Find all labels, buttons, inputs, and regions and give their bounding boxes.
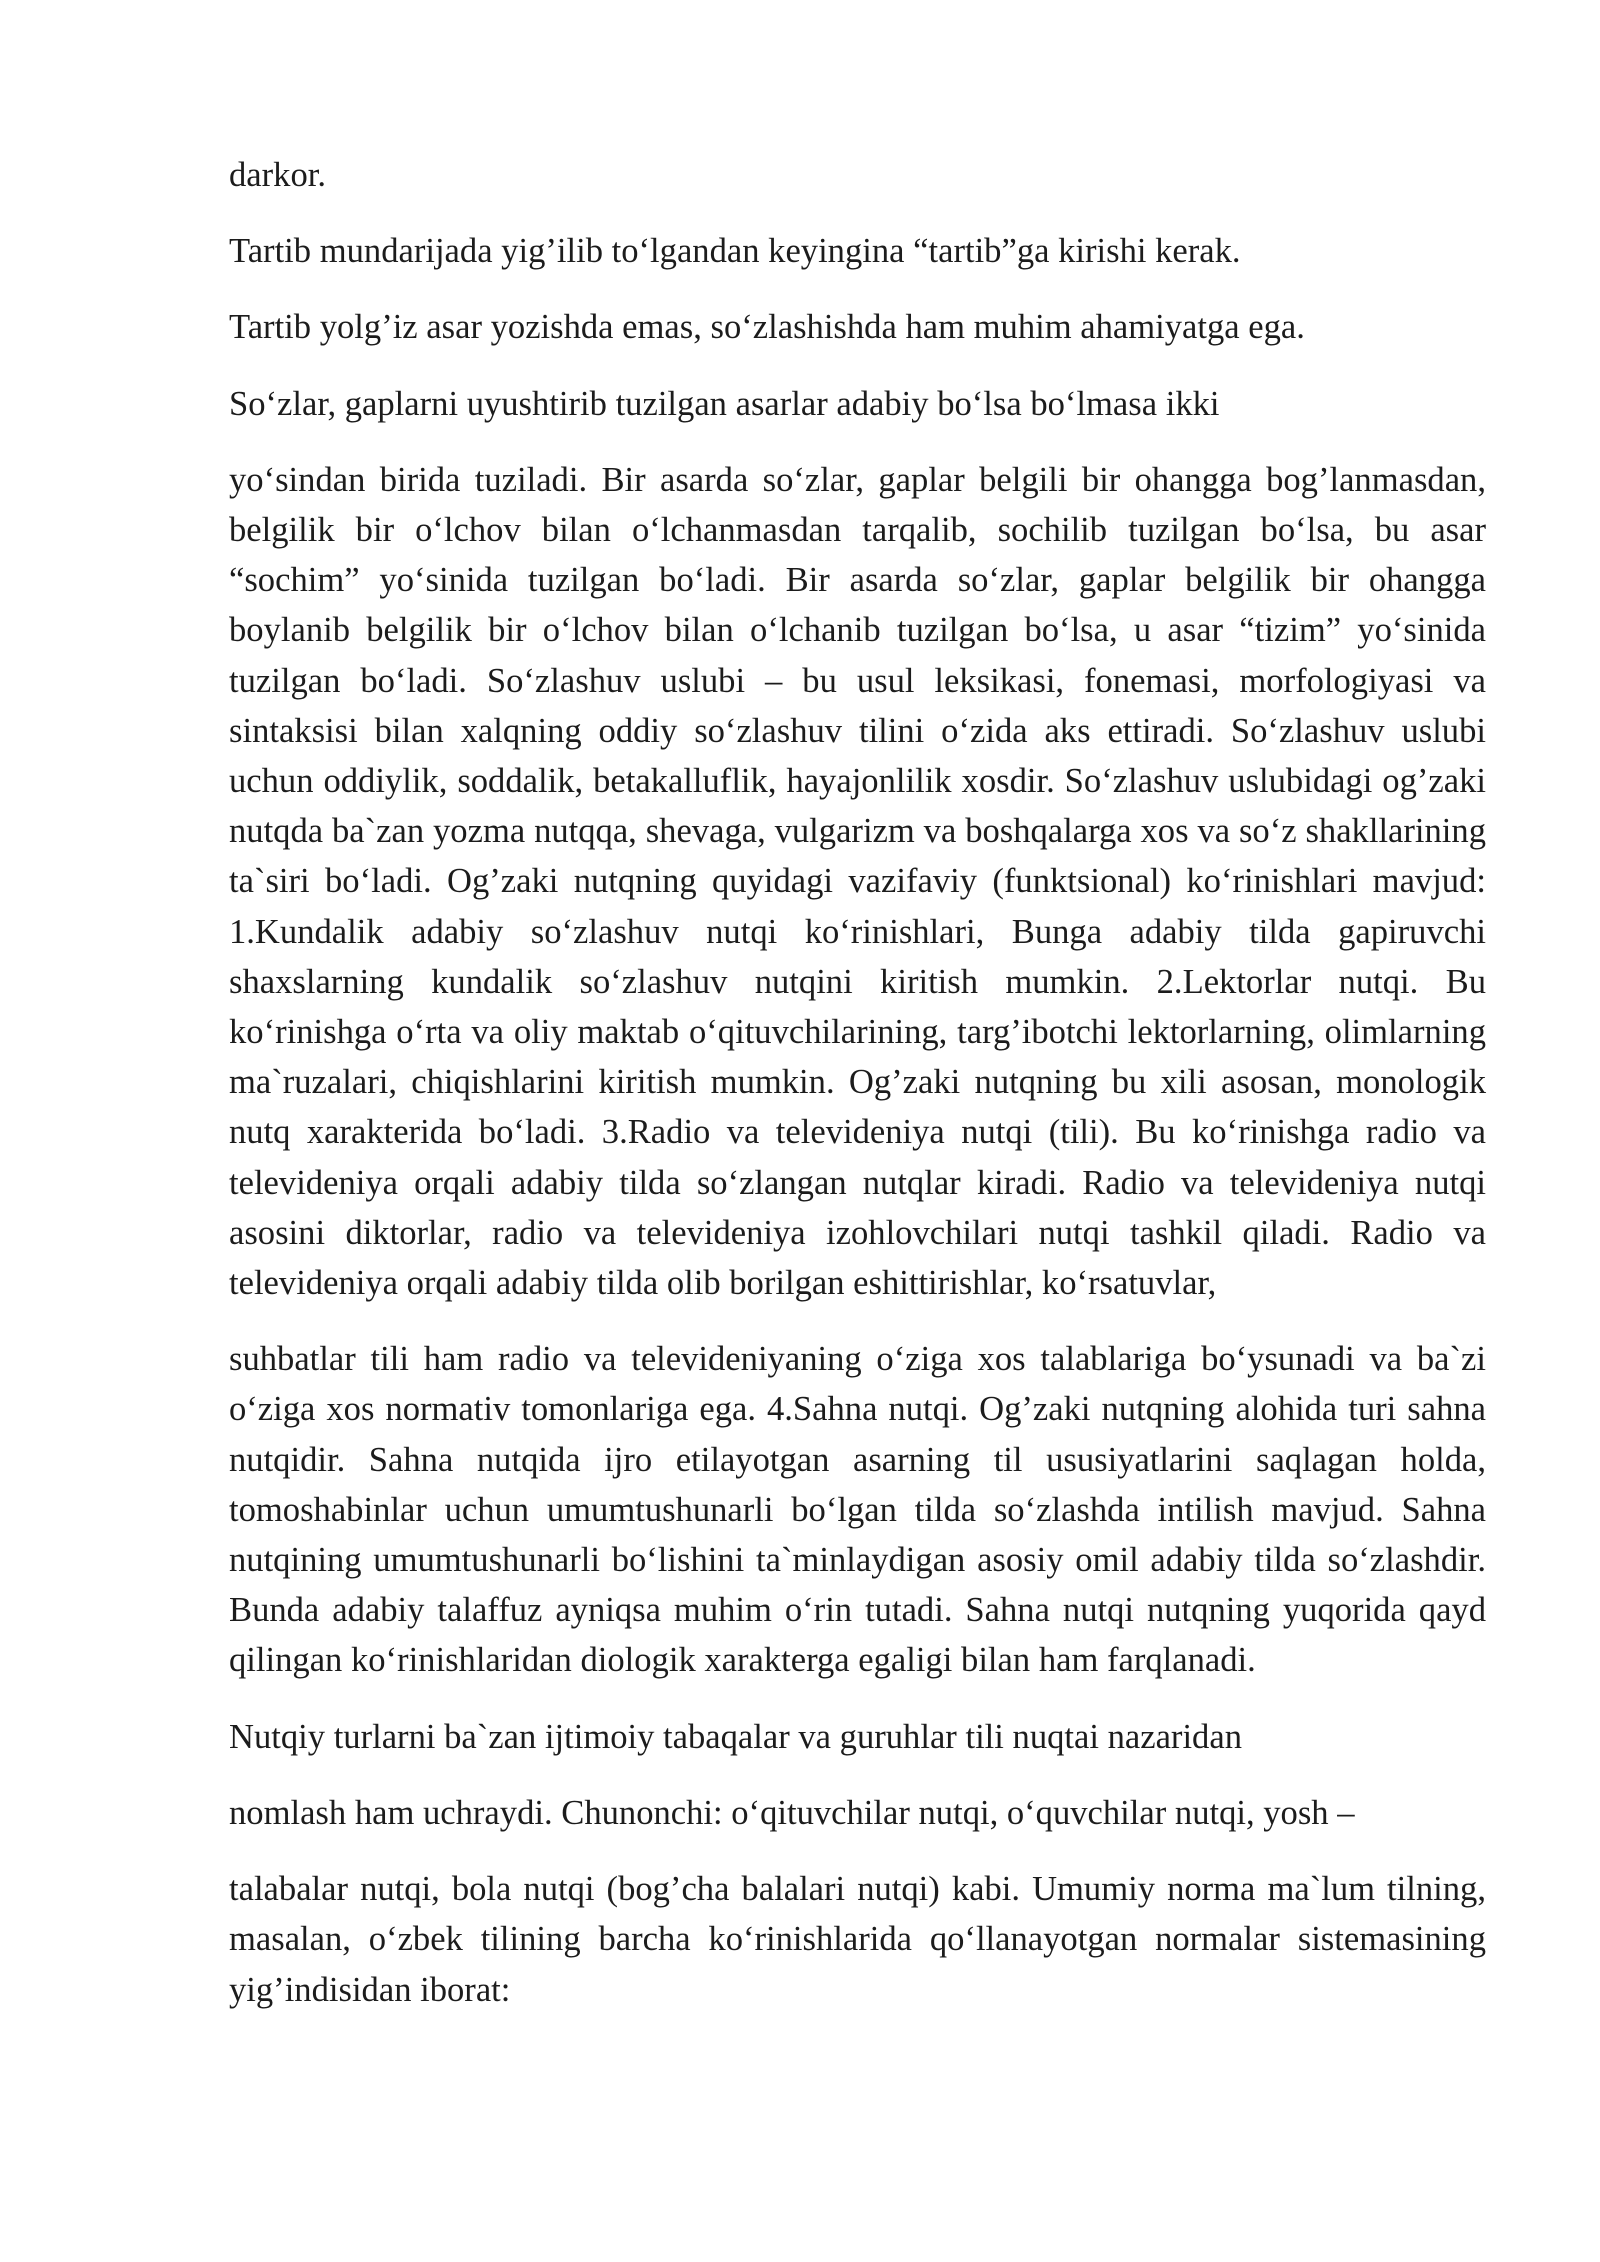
paragraph-yosindan: yo‘sindan birida tuziladi. Bir asarda so‘zlar, gaplar belgili bir ohangga bog’lanmasdan, belgilik bir o‘lchov bilan o‘lchanmasdan tarqalib, sochilib tuzilgan bo‘lsa, bu asar “sochim” yo‘sinida tuzilgan bo‘ladi. Bir asarda so‘zlar, gaplar belgilik bir ohangga boylanib belgilik bir o‘lchov bilan o‘lchanib tuzilgan bo‘lsa, u asar “tizim” yo‘sinida tuzilgan bo‘ladi. So‘zlashuv uslubi – bu usul leksikasi, fonemasi, morfologiyasi va sintaksisi bilan xalqning oddiy so‘zlashuv tilini o‘zida aks ettiradi. So‘zlashuv uslubi uchun oddiylik, soddalik, betakalluflik, hayajonlilik xosdir. So‘zlashuv uslubidagi og’zaki nutqda ba`zan yozma nutqqa, shevaga, vulgarizm va boshqalarga xos va so‘z shakllarining ta`siri bo‘ladi. Og’zaki nutqning quyidagi vazifaviy (funktsional) ko‘rinishlari mavjud: 1.Kundalik adabiy so‘zlashuv nutqi ko‘rinishlari, Bunga adabiy tilda gapiruvchi shaxslarning kundalik so‘zlashuv nutqini kiritish mumkin. 2.Lektorlar nutqi. Bu ko‘rinishga o‘rta va oliy maktab o‘qituvchilarining, targ’ibotchi lektorlarning, olimlarning ma`ruzalari, chiqishlarini kiritish mumkin. Og’zaki nutqning bu xili asosan, monologik nutq xarakterida bo‘ladi. 3.Radio va televideniya nutqi (tili). Bu ko‘rinishga radio va televideniya orqali adabiy tilda so‘zlangan nutqlar kiradi. Radio va televideniya nutqi asosini diktorlar, radio va televideniya izohlovchilari nutqi tashkil qiladi. Radio va televideniya orqali adabiy tilda olib borilgan eshittirishlar, ko‘rsatuvlar, bbox=[229, 460, 1486, 1303]
paragraph-nutqiy-turlar: Nutqiy turlarni ba`zan ijtimoiy tabaqalar va guruhlar tili nuqtai nazaridan bbox=[229, 1717, 1242, 1756]
paragraph-tartib-mundarija: Tartib mundarijada yig’ilib to‘lgandan keyingina “tartib”ga kirishi kerak. bbox=[229, 232, 1241, 271]
document-body bbox=[229, 150, 1486, 2015]
paragraph-talabalar: talabalar nutqi, bola nutqi (bog’cha balalari nutqi) kabi. Umumiy norma ma`lum tilning, masalan, o‘zbek tilining barcha ko‘rinishlarida qo‘llanayotgan normalar sistemasining yig’indisidan iborat: bbox=[229, 1870, 1486, 2009]
paragraph-sozlar-gaplar: So‘zlar, gaplarni uyushtirib tuzilgan asarlar adabiy bo‘lsa bo‘lmasa ikki bbox=[229, 384, 1220, 423]
paragraph-darkor: darkor. bbox=[229, 156, 326, 194]
paragraph-suhbatlar: suhbatlar tili ham radio va televideniyaning o‘ziga xos talablariga bo‘ysunadi va ba`zi o‘ziga xos normativ tomonlariga ega. 4.Sahna nutqi. Og’zaki nutqning alohida turi sahna nutqidir. Sahna nutqida ijro etilayotgan asarning til ususiyatlarini saqlagan holda, tomoshabinlar uchun umumtushunarli bo‘lgan tilda so‘zlashda intilish mavjud. Sahna nutqining umumtushunarli bo‘lishini ta`minlaydigan asosiy omil adabiy tilda so‘zlashdir. Bunda adabiy talaffuz ayniqsa muhim o‘rin tutadi. Sahna nutqi nutqning yuqorida qayd qilingan ko‘rinishlaridan diologik xarakterga egaligi bilan ham farqlanadi. bbox=[229, 1340, 1486, 1680]
paragraph-tartib-yolgiz: Tartib yolg’iz asar yozishda emas, so‘zlashishda ham muhim ahamiyatga ega. bbox=[229, 308, 1305, 347]
paragraph-nomlash: nomlash ham uchraydi. Chunonchi: o‘qituvchilar nutqi, o‘quvchilar nutqi, yosh – bbox=[229, 1793, 1355, 1832]
